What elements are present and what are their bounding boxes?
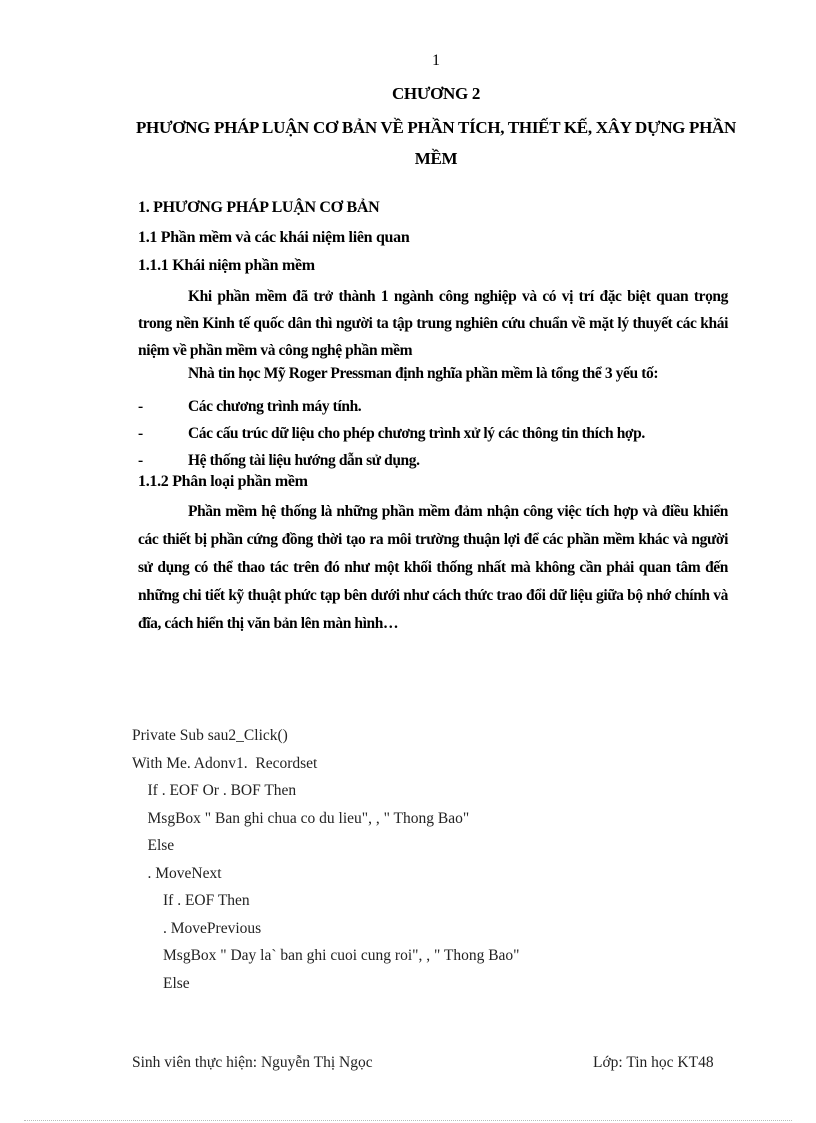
code-line: Else (132, 974, 190, 992)
dash-marker: - (138, 452, 143, 469)
list-item (138, 420, 645, 447)
code-line: MsgBox " Ban ghi chua co du lieu", , " Thong Bao" (132, 809, 470, 827)
section-heading-1-1-1: 1.1.1 Khái niệm phần mềm (138, 257, 315, 274)
paragraph-pressman-definition: Nhà tin học Mỹ Roger Pressman định nghĩa phần mềm là tổng thể 3 yếu tố: (188, 365, 659, 382)
code-line: With Me. Adonv1. Recordset (132, 754, 318, 772)
footer-class: Lớp: Tin học KT48 (593, 1054, 714, 1071)
code-line: If . EOF Or . BOF Then (132, 782, 297, 799)
list-item-text: Các chương trình máy tính. (188, 398, 362, 415)
section-heading-1-1-2: 1.1.2 Phân loại phần mềm (138, 473, 308, 490)
dash-marker: - (138, 398, 143, 415)
code-block (132, 722, 520, 997)
page-bottom-divider (24, 1120, 792, 1121)
code-line: If . EOF Then (132, 892, 250, 909)
chapter-heading: CHƯƠNG 2 (391, 84, 481, 103)
list-item (138, 393, 645, 420)
section-heading-1-1: 1.1 Phần mềm và các khái niệm liên quan (138, 229, 410, 246)
code-line: Else (132, 837, 175, 854)
paragraph-system-software: Phần mềm hệ thống là những phần mềm đảm nhận công việc tích hợp và điều khiển các thiết bị phần cứng đồng thời tạo ra môi trường thuận lợi để các phần mềm khác và người sử dụng có thể thao tác trên đó như một khối thống nhất mà không cần phải quan tâm đến những chi tiết kỹ thuật phức tạp bên dưới như cách thức trao đổi dữ liệu giữa bộ nhớ chính và đĩa, cách hiển thị văn bản lên màn hình… (138, 503, 728, 632)
list-item-text: Các cấu trúc dữ liệu cho phép chương trình xử lý các thông tin thích hợp. (188, 425, 645, 442)
list-item (138, 447, 645, 474)
code-line: . MoveNext (132, 864, 222, 882)
list-item-text: Hệ thống tài liệu hướng dẫn sử dụng. (188, 452, 420, 469)
code-line: Private Sub sau2_Click() (132, 727, 288, 744)
footer-student: Sinh viên thực hiện: Nguyễn Thị Ngọc (132, 1054, 373, 1071)
section-heading-1: 1. PHƯƠNG PHÁP LUẬN CƠ BẢN (138, 199, 380, 216)
chapter-title: PHƯƠNG PHÁP LUẬN CƠ BẢN VỀ PHẦN TÍCH, THIẾT KẾ, XÂY DỰNG PHẦN MỀM (135, 118, 737, 168)
cut-off-text-fragment (150, 640, 490, 644)
paragraph-software-concept: Khi phần mềm đã trở thành 1 ngành công nghiệp và có vị trí đặc biệt quan trọng trong nền Kinh tế quốc dân thì người ta tập trung nghiên cứu chuẩn về mặt lý thuyết các khái niệm về phần mềm và công nghệ phần mềm (138, 288, 728, 359)
dash-marker: - (138, 425, 143, 442)
page-number: 1 (432, 52, 440, 69)
definition-bullet-list (138, 393, 645, 474)
code-line: . MovePrevious (132, 919, 262, 937)
code-line: MsgBox " Day la` ban ghi cuoi cung roi", , " Thong Bao" (132, 947, 520, 964)
